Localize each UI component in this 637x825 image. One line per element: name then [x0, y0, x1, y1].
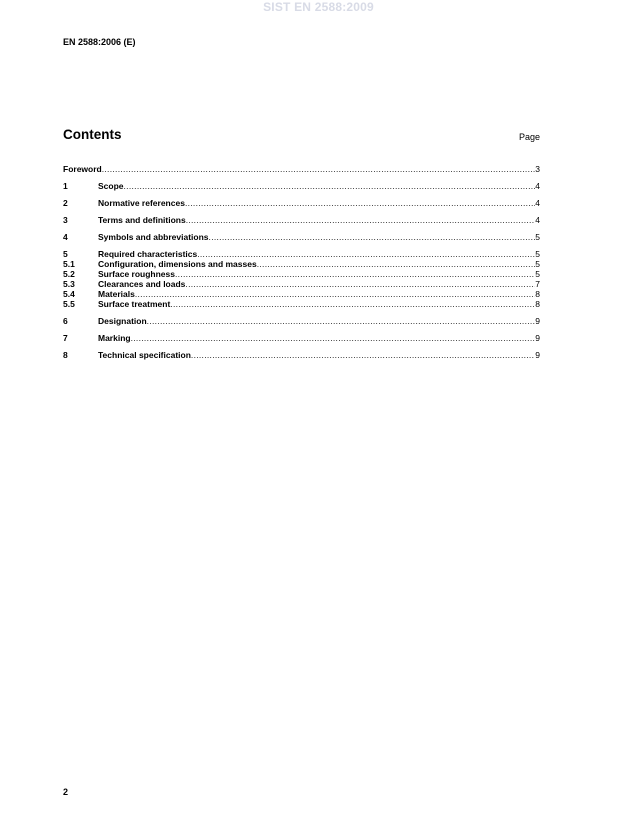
- toc-entry-page: 5: [535, 232, 540, 242]
- dot-leader: [175, 269, 535, 279]
- toc-entry-5[interactable]: [63, 249, 540, 259]
- toc-entry-title: Scope: [98, 181, 124, 191]
- toc-entry-2[interactable]: [63, 198, 540, 208]
- toc-entry-1[interactable]: [63, 181, 540, 191]
- toc-entry-number: 5: [63, 249, 68, 259]
- toc-entry-title: Marking: [98, 333, 131, 343]
- toc-entry-page: 4: [535, 198, 540, 208]
- toc-entry-number: 1: [63, 181, 68, 191]
- toc-entry-page: 4: [535, 215, 540, 225]
- toc-entry-title: Designation: [98, 316, 147, 326]
- toc-entry-page: 3: [535, 164, 540, 174]
- toc-entry-title: Configuration, dimensions and masses: [98, 259, 257, 269]
- toc-entry-page: 8: [535, 299, 540, 309]
- dot-leader: [170, 299, 535, 309]
- toc-entry-5-5[interactable]: [63, 299, 540, 309]
- toc-entry-7[interactable]: [63, 333, 540, 343]
- toc-entry-page: 5: [535, 249, 540, 259]
- toc-entry-title: Normative references: [98, 198, 185, 208]
- toc-entry-title: Terms and definitions: [98, 215, 186, 225]
- toc-entry-page: 5: [535, 269, 540, 279]
- toc-entry-page: 7: [535, 279, 540, 289]
- dot-leader: [191, 350, 535, 360]
- toc-entry-foreword[interactable]: [63, 164, 540, 174]
- toc-entry-3[interactable]: [63, 215, 540, 225]
- dot-leader: [186, 215, 536, 225]
- toc-entry-6[interactable]: [63, 316, 540, 326]
- toc-entry-page: 4: [535, 181, 540, 191]
- toc-heading: Contents: [63, 127, 122, 142]
- dot-leader: [135, 289, 535, 299]
- watermark: SIST EN 2588:2009: [263, 0, 374, 14]
- dot-leader: [185, 279, 535, 289]
- dot-leader: [102, 164, 536, 174]
- page-number: 2: [63, 787, 69, 797]
- table-of-contents: [63, 164, 540, 360]
- toc-entry-page: 9: [535, 350, 540, 360]
- toc-entry-title: Technical specification: [98, 350, 191, 360]
- toc-entry-number: 3: [63, 215, 68, 225]
- dot-leader: [131, 333, 536, 343]
- toc-entry-title: Materials: [98, 289, 135, 299]
- toc-entry-number: 8: [63, 350, 68, 360]
- toc-entry-page: 5: [535, 259, 540, 269]
- toc-entry-title: Required characteristics: [98, 249, 198, 259]
- page-column-label: Page: [518, 132, 540, 142]
- toc-entry-8[interactable]: [63, 350, 540, 360]
- toc-entry-page: 9: [535, 316, 540, 326]
- toc-entry-title: Surface treatment: [98, 299, 171, 309]
- toc-entry-number: 7: [63, 333, 68, 343]
- toc-entry-page: 8: [535, 289, 540, 299]
- dot-leader: [185, 198, 535, 208]
- toc-entry-title: Clearances and loads: [98, 279, 186, 289]
- toc-entry-4[interactable]: [63, 232, 540, 242]
- toc-entry-number: 5.3: [63, 279, 75, 289]
- dot-leader: [147, 316, 536, 326]
- dot-leader: [257, 259, 536, 269]
- dot-leader: [209, 232, 536, 242]
- toc-entry-title: Foreword: [63, 164, 102, 174]
- toc-entry-number: 2: [63, 198, 68, 208]
- dot-leader: [197, 249, 535, 259]
- toc-entry-number: 5.2: [63, 269, 75, 279]
- toc-entry-5-2[interactable]: [63, 269, 540, 279]
- toc-entry-number: 4: [63, 232, 68, 242]
- toc-entry-page: 9: [535, 333, 540, 343]
- toc-entry-5-3[interactable]: [63, 279, 540, 289]
- toc-entry-number: 5.5: [63, 299, 75, 309]
- toc-entry-5-1[interactable]: [63, 259, 540, 269]
- dot-leader: [124, 181, 536, 191]
- toc-entry-number: 6: [63, 316, 68, 326]
- toc-entry-title: Symbols and abbreviations: [98, 232, 209, 242]
- document-id: EN 2588:2006 (E): [63, 37, 136, 47]
- toc-entry-number: 5.4: [63, 289, 75, 299]
- toc-entry-5-4[interactable]: [63, 289, 540, 299]
- toc-entry-number: 5.1: [63, 259, 75, 269]
- toc-entry-title: Surface roughness: [98, 269, 175, 279]
